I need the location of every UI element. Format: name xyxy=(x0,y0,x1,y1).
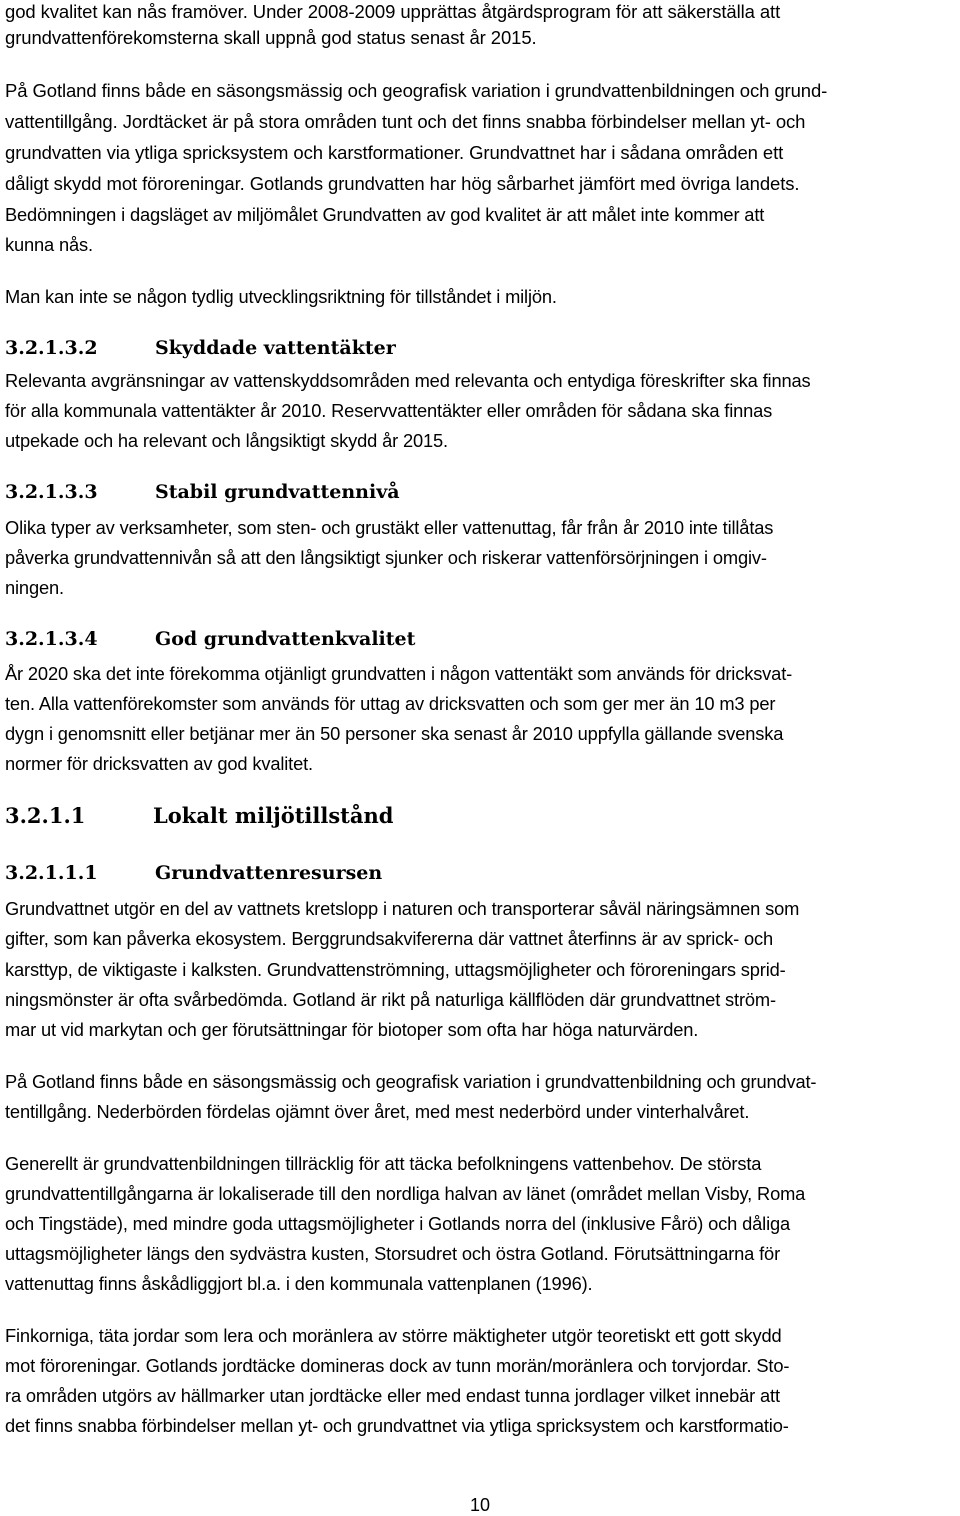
text-line: grundvattenförekomsterna skall uppnå god status senast år 2015. xyxy=(5,27,537,48)
text-line: grundvatten via ytliga spricksystem och karstformationer. Grundvattnet har i sådana områden ett xyxy=(5,142,784,163)
text-line: normer för dricksvatten av god kvalitet. xyxy=(5,753,313,774)
text-line: god kvalitet kan nås framöver. Under 2008-2009 upprättas åtgärdsprogram för att säkerställa att xyxy=(5,1,781,22)
text-line: karsttyp, de viktigaste i kalksten. Grundvattenströmning, uttagsmöjligheter och föroreningars sprid- xyxy=(5,959,786,980)
section-number: 3.2.1.1.1 xyxy=(5,862,98,884)
text-line: dygn i genomsnitt eller betjänar mer än 50 personer ska senast år 2010 uppfylla gällande svenska xyxy=(5,723,784,744)
text-line: Finkorniga, täta jordar som lera och moränlera av större mäktigheter utgör teoretiskt ett gott skydd xyxy=(5,1325,782,1346)
text-line: det finns snabba förbindelser mellan yt- och grundvattnet via ytliga spricksystem och karstformatio- xyxy=(5,1415,789,1436)
section-number: 3.2.1.3.3 xyxy=(5,481,98,503)
section-title: Skyddade vattentäkter xyxy=(155,337,396,359)
text-line: ra områden utgörs av hällmarker utan jordtäcke eller med endast tunna jordlager vilket innebär att xyxy=(5,1385,780,1406)
text-line: för alla kommunala vattentäkter år 2010. Reservvattentäkter eller områden för sådana ska finnas xyxy=(5,400,773,421)
page-number: 10 xyxy=(469,1495,491,1515)
section-heading xyxy=(5,479,400,505)
text-line: vattenuttag finns åskådliggjort bl.a. i den kommunala vattenplanen (1996). xyxy=(5,1273,593,1294)
section-heading xyxy=(5,803,393,829)
section-number: 3.2.1.1 xyxy=(5,803,86,828)
section-number: 3.2.1.3.4 xyxy=(5,628,98,650)
text-line: mar ut vid markytan och ger förutsättningar för biotoper som ofta har höga naturvärden. xyxy=(5,1019,699,1040)
text-line: mot föroreningar. Gotlands jordtäcke domineras dock av tunn morän/moränlera och torvjordar. Sto- xyxy=(5,1355,790,1376)
text-line: Man kan inte se någon tydlig utvecklingsriktning för tillståndet i miljön. xyxy=(5,286,557,307)
text-line: Bedömningen i dagsläget av miljömålet Grundvatten av god kvalitet är att målet inte kommer att xyxy=(5,204,765,225)
section-heading xyxy=(5,626,415,652)
text-line: Relevanta avgränsningar av vattenskyddsområden med relevanta och entydiga föreskrifter ska finnas xyxy=(5,370,811,391)
section-title: Stabil grundvattennivå xyxy=(155,481,400,503)
text-line: På Gotland finns både en säsongsmässig och geografisk variation i grundvattenbildningen och grund- xyxy=(5,80,828,101)
text-line: På Gotland finns både en säsongsmässig och geografisk variation i grundvattenbildning och grundvat- xyxy=(5,1071,817,1092)
section-title: God grundvattenkvalitet xyxy=(155,628,416,650)
text-line: Generellt är grundvattenbildningen tillräcklig för att täcka befolkningens vattenbehov. De största xyxy=(5,1153,762,1174)
text-line: grundvattentillgångarna är lokaliserade till den nordliga halvan av länet (området mellan Visby, Roma xyxy=(5,1183,806,1204)
text-line: och Tingstäde), med mindre goda uttagsmöjligheter i Gotlands norra del (inklusive Fårö) och dåliga xyxy=(5,1213,791,1234)
text-line: År 2020 ska det inte förekomma otjänligt grundvatten i någon vattentäkt som används för dricksvat- xyxy=(5,663,793,684)
section-title: Lokalt miljötillstånd xyxy=(153,803,394,828)
section-number: 3.2.1.3.2 xyxy=(5,337,98,359)
section-title: Grundvattenresursen xyxy=(155,862,383,884)
text-line: Olika typer av verksamheter, som sten- och grustäkt eller vattenuttag, får från år 2010 inte tillåtas xyxy=(5,517,774,538)
text-line: ningen. xyxy=(5,577,64,598)
text-line: tentillgång. Nederbörden fördelas ojämnt över året, med mest nederbörd under vinterhalvåret. xyxy=(5,1101,750,1122)
text-line: ningsmönster är ofta svårbedömda. Gotland är rikt på naturliga källflöden där grundvattnet ström- xyxy=(5,989,776,1010)
text-line: utpekade och ha relevant och långsiktigt skydd år 2015. xyxy=(5,430,448,451)
text-line: dåligt skydd mot föroreningar. Gotlands grundvatten har hög sårbarhet jämfört med övriga landets. xyxy=(5,173,800,194)
text-line: gifter, som kan påverka ekosystem. Berggrundsakvifererna där vattnet återfinns är av sprick- och xyxy=(5,928,773,949)
text-line: vattentillgång. Jordtäcket är på stora områden tunt och det finns snabba förbindelser mellan yt- och xyxy=(5,111,806,132)
section-heading xyxy=(5,860,382,886)
text-line: ten. Alla vattenförekomster som används för uttag av dricksvatten och som ger mer än 10 m3 per xyxy=(5,693,776,714)
section-heading xyxy=(5,335,396,361)
text-line: uttagsmöjligheter längs den sydvästra kusten, Storsudret och östra Gotland. Förutsättningarna för xyxy=(5,1243,781,1264)
text-line: kunna nås. xyxy=(5,234,93,255)
text-line: Grundvattnet utgör en del av vattnets kretslopp i naturen och transporterar såväl näringsämnen som xyxy=(5,898,800,919)
text-line: påverka grundvattennivån så att den långsiktigt sjunker och riskerar vattenförsörjningen i omgiv- xyxy=(5,547,767,568)
